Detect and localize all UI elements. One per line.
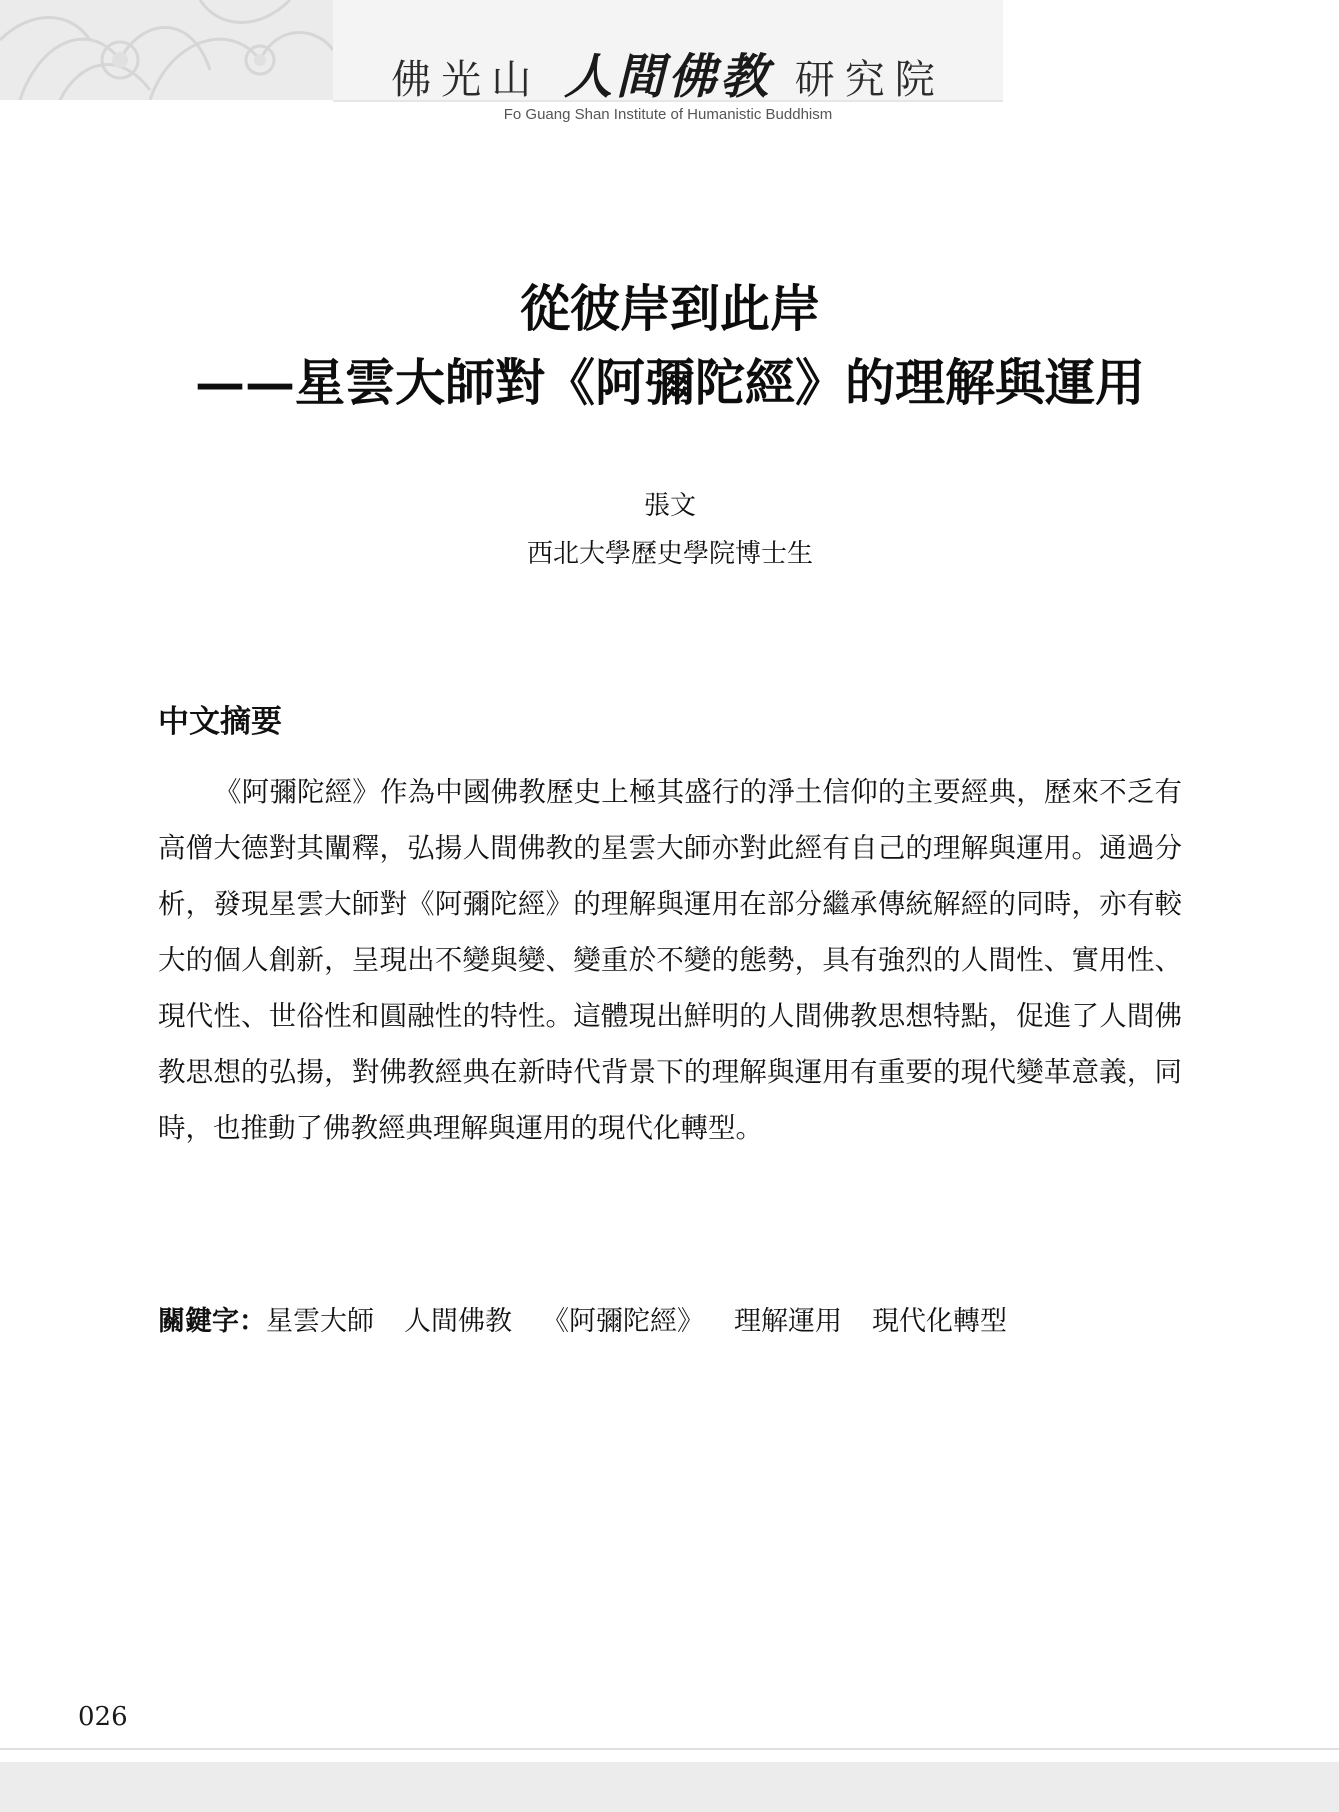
lotus-ornament [0,0,333,100]
institute-brand: 人間佛教 [563,49,772,105]
author-affiliation: 西北大學歷史學院博士生 [526,539,813,569]
institute-name-en: Fo Guang Shan Institute of Humanistic Buddhism [503,106,833,123]
header-blank [1003,0,1339,100]
footer-band [0,1762,1339,1812]
title-main: 從彼岸到此岸 [520,279,820,338]
author-block [160,482,1180,578]
institute-suffix: 研究院 [794,57,945,103]
keyword-item: 《阿彌陀經》 [542,1306,704,1337]
keyword-item: 人間佛教 [404,1306,512,1337]
keyword-item: 星雲大師 [266,1306,374,1337]
footer-rule [0,1748,1339,1750]
keyword-item: 現代化轉型 [872,1306,1007,1337]
abstract-heading: 中文摘要 [158,704,282,740]
title-subtitle: ——星雲大師對《阿彌陀經》的理解與運用 [195,353,1145,412]
keyword-item: 理解運用 [734,1306,842,1337]
paper-title [160,272,1180,420]
keywords-label: 關鍵字： [158,1306,266,1337]
page-number: 026 [78,1702,128,1732]
keywords-line [158,1300,1198,1344]
author-name: 張文 [643,491,696,521]
page-header [0,0,1339,123]
lotus-pattern-icon [0,0,333,100]
institute-prefix: 佛光山 [391,57,542,103]
institute-name-zh [333,38,1003,107]
abstract-body: 《阿彌陀經》作為中國佛教歷史上極其盛行的淨土信仰的主要經典，歷來不乏有高僧大德對其闡釋，弘揚人間佛教的星雲大師亦對此經有自己的理解與運用。通過分析，發現星雲大師對《阿彌陀經》的理解與運用在部分繼承傳統解經的同時，亦有較大的個人創新，呈現出不變與變、變重於不變的態勢，具有強烈的人間性、實用性、現代性、世俗性和圓融性的特性。這體現出鮮明的人間佛教思想特點，促進了人間佛教思想的弘揚，對佛教經典在新時代背景下的理解與運用有重要的現代變革意義，同時，也推動了佛教經典理解與運用的現代化轉型。 [158,776,1182,1144]
